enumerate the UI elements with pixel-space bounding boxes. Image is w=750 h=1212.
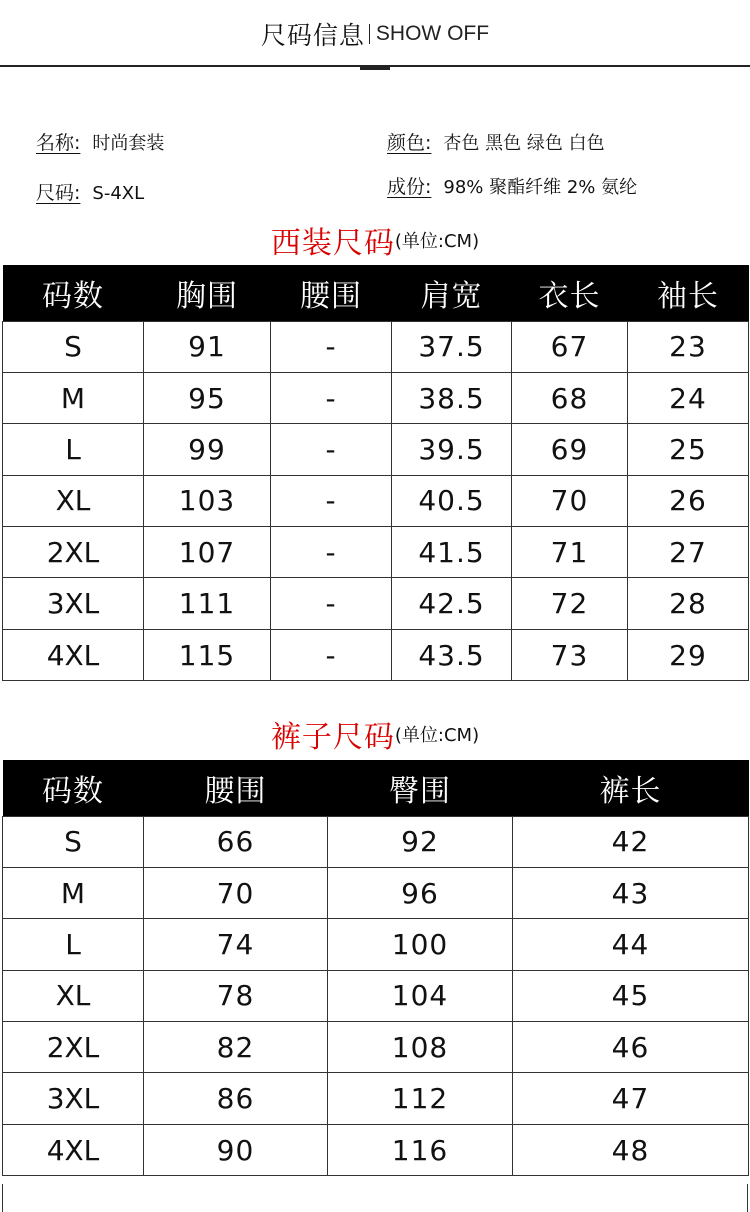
measure-cell: 37.5: [392, 321, 512, 372]
pants-section-title: [0, 712, 750, 756]
measure-cell: 69: [512, 424, 628, 475]
size-cell: XL: [3, 970, 144, 1021]
measure-cell: 47: [513, 1073, 749, 1124]
measure-cell: 104: [328, 970, 513, 1021]
size-cell: XL: [3, 475, 144, 526]
size-cell: M: [3, 867, 144, 918]
header-title-cn: 尺码信息: [260, 21, 365, 50]
size-cell: L: [3, 919, 144, 970]
measure-cell: 42: [513, 816, 749, 867]
page-header: [0, 0, 750, 72]
column-header: 臀围: [328, 760, 513, 816]
column-header: 肩宽: [392, 265, 512, 321]
header-title-en: SHOW OFF: [375, 22, 490, 45]
measure-cell: 45: [513, 970, 749, 1021]
measure-cell: 111: [144, 578, 271, 629]
size-cell: 4XL: [3, 1124, 144, 1175]
measure-cell: 66: [144, 816, 328, 867]
material-label: 成份:: [387, 176, 432, 198]
header-divider-accent: [360, 65, 390, 70]
table-row: [3, 321, 749, 372]
table-row: [3, 578, 749, 629]
size-value: S-4XL: [92, 183, 145, 204]
measure-cell: 92: [328, 816, 513, 867]
measure-cell: 40.5: [392, 475, 512, 526]
column-header: 码数: [3, 265, 144, 321]
measure-cell: 42.5: [392, 578, 512, 629]
size-cell: M: [3, 372, 144, 423]
column-header: 腰围: [144, 760, 328, 816]
table-row: [3, 816, 749, 867]
column-header: 裤长: [513, 760, 749, 816]
measure-cell: 43.5: [392, 629, 512, 680]
measure-cell: 96: [328, 867, 513, 918]
measure-cell: 67: [512, 321, 628, 372]
pants-unit: (单位:CM): [394, 725, 480, 746]
header-separator: [369, 24, 370, 44]
measure-cell: 23: [628, 321, 749, 372]
measure-cell: 28: [628, 578, 749, 629]
table-row: [3, 1073, 749, 1124]
size-cell: 2XL: [3, 1022, 144, 1073]
measure-cell: 112: [328, 1073, 513, 1124]
table-row: [3, 970, 749, 1021]
color-value: 杏色 黑色 绿色 白色: [443, 133, 605, 154]
measure-cell: -: [271, 424, 392, 475]
measure-cell: -: [271, 372, 392, 423]
table-row: [3, 424, 749, 475]
measure-cell: -: [271, 629, 392, 680]
measure-cell: 90: [144, 1124, 328, 1175]
pants-title: 裤子尺码: [270, 720, 395, 755]
measure-cell: 108: [328, 1022, 513, 1073]
measure-cell: -: [271, 321, 392, 372]
column-header: 袖长: [628, 265, 749, 321]
name-label: 名称:: [36, 132, 81, 154]
info-color: [387, 128, 605, 155]
material-value: 98% 聚酯纤维 2% 氨纶: [443, 177, 638, 198]
table-row: [3, 629, 749, 680]
measure-cell: 72: [512, 578, 628, 629]
info-name: [36, 128, 164, 155]
measure-cell: 116: [328, 1124, 513, 1175]
measure-cell: 115: [144, 629, 271, 680]
size-cell: S: [3, 816, 144, 867]
measure-cell: 100: [328, 919, 513, 970]
table-row: [3, 527, 749, 578]
measure-cell: 39.5: [392, 424, 512, 475]
measure-cell: 107: [144, 527, 271, 578]
info-size: [36, 178, 144, 205]
size-cell: 2XL: [3, 527, 144, 578]
measure-cell: 43: [513, 867, 749, 918]
measure-cell: 70: [144, 867, 328, 918]
suit-unit: (单位:CM): [394, 231, 480, 252]
measure-cell: 86: [144, 1073, 328, 1124]
measure-cell: 26: [628, 475, 749, 526]
column-header: 码数: [3, 760, 144, 816]
measure-cell: 38.5: [392, 372, 512, 423]
table-row: [3, 372, 749, 423]
size-cell: 4XL: [3, 629, 144, 680]
size-cell: 3XL: [3, 1073, 144, 1124]
measure-cell: 44: [513, 919, 749, 970]
measure-cell: 82: [144, 1022, 328, 1073]
measure-cell: -: [271, 578, 392, 629]
pants-size-table: [2, 760, 749, 1176]
measure-cell: 74: [144, 919, 328, 970]
column-header: 衣长: [512, 265, 628, 321]
measure-cell: 95: [144, 372, 271, 423]
measure-cell: 70: [512, 475, 628, 526]
measure-cell: -: [271, 475, 392, 526]
suit-header-row: [3, 265, 749, 321]
measure-cell: 78: [144, 970, 328, 1021]
table-row: [3, 867, 749, 918]
table-row: [3, 919, 749, 970]
measure-cell: 27: [628, 527, 749, 578]
column-header: 腰围: [271, 265, 392, 321]
measure-cell: 46: [513, 1022, 749, 1073]
measure-cell: 29: [628, 629, 749, 680]
table-row: [3, 1022, 749, 1073]
size-cell: L: [3, 424, 144, 475]
header-title: [0, 16, 750, 52]
size-label: 尺码:: [36, 182, 81, 204]
column-header: 胸围: [144, 265, 271, 321]
measure-cell: 71: [512, 527, 628, 578]
pants-header-row: [3, 760, 749, 816]
table-footer-row: [2, 1184, 748, 1212]
measure-cell: 103: [144, 475, 271, 526]
size-cell: 3XL: [3, 578, 144, 629]
suit-title: 西装尺码: [270, 226, 395, 261]
measure-cell: 68: [512, 372, 628, 423]
measure-cell: -: [271, 527, 392, 578]
size-cell: S: [3, 321, 144, 372]
table-row: [3, 1124, 749, 1175]
measure-cell: 91: [144, 321, 271, 372]
measure-cell: 41.5: [392, 527, 512, 578]
suit-size-table: [2, 265, 749, 681]
name-value: 时尚套装: [92, 133, 165, 154]
measure-cell: 73: [512, 629, 628, 680]
measure-cell: 25: [628, 424, 749, 475]
suit-section-title: [0, 218, 750, 262]
measure-cell: 48: [513, 1124, 749, 1175]
measure-cell: 24: [628, 372, 749, 423]
table-row: [3, 475, 749, 526]
color-label: 颜色:: [387, 132, 432, 154]
info-material: [387, 172, 637, 199]
measure-cell: 99: [144, 424, 271, 475]
